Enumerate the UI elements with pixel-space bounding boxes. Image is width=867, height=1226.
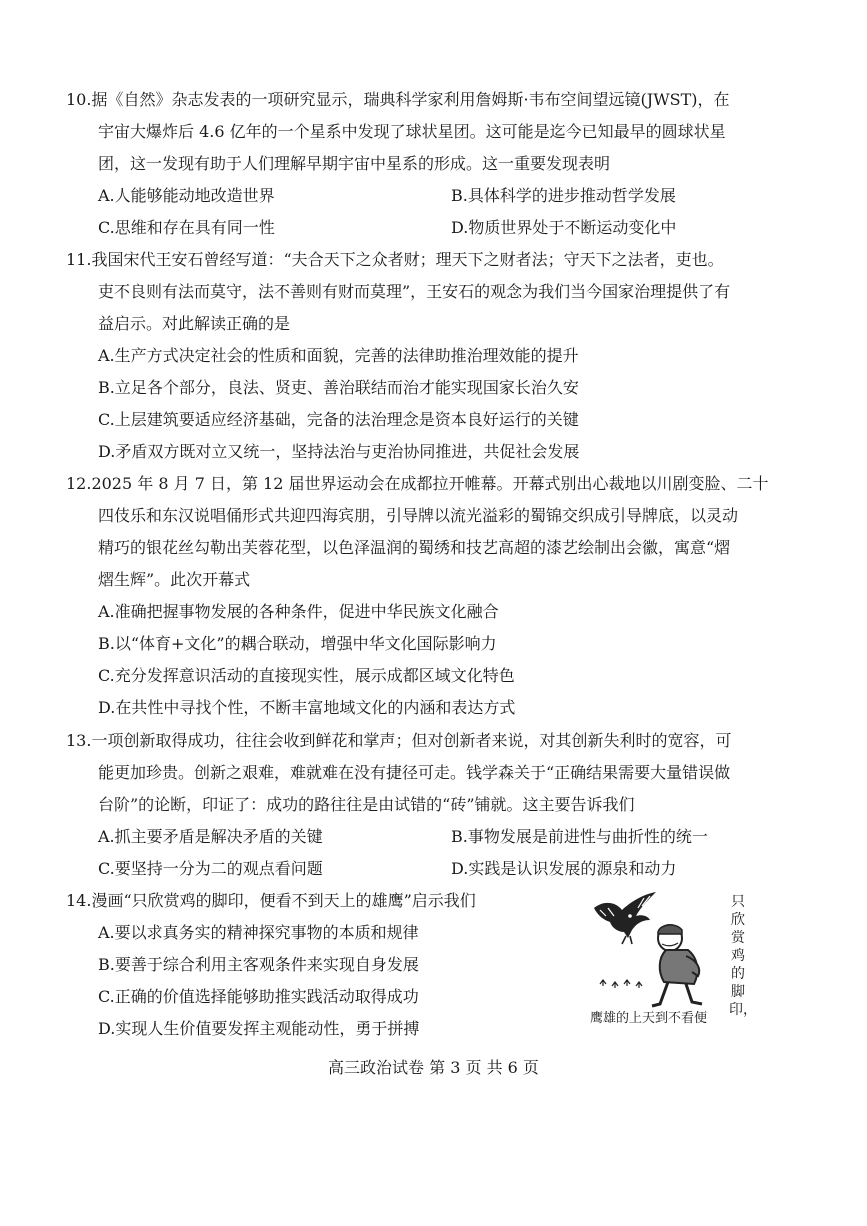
- question-14-option-a: A.要以求真务实的精神探究事物的本质和规律: [98, 923, 419, 942]
- page-footer: 高三政治试卷 第 3 页 共 6 页: [328, 1058, 539, 1077]
- question-13-text-line-3: 台阶”的论断，印证了：成功的路往往是由试错的“砖”铺就。这主要告诉我们: [98, 795, 635, 814]
- question-11-option-c: C.上层建筑要适应经济基础，完备的法治理念是资本良好运行的关键: [98, 410, 579, 429]
- question-10-option-b: B.具体科学的进步推动哲学发展: [451, 186, 676, 205]
- question-11-text-line-3: 益启示。对此解读正确的是: [98, 314, 291, 333]
- man-walking-icon: [652, 925, 702, 1006]
- question-12-text-line-4: 熠生辉”。此次开幕式: [98, 570, 251, 589]
- question-12-text-line-1: 12.2025 年 8 月 7 日，第 12 届世界运动会在成都拉开帷幕。开幕式别出心裁地以川剧变脸、二十: [66, 474, 769, 493]
- chicken-footprints-icon: [600, 980, 642, 988]
- question-14-option-d: D.实现人生价值要发挥主观能动性，勇于拼搏: [98, 1019, 420, 1038]
- question-13-option-b: B.事物发展是前进性与曲折性的统一: [451, 827, 708, 846]
- question-12-option-b: B.以“体育+文化”的耦合联动，增强中华文化国际影响力: [98, 634, 497, 653]
- question-10-text-line-3: 团，这一发现有助于人们理解早期宇宙中星系的形成。这一重要发现表明: [98, 154, 611, 173]
- question-13-text-line-2: 能更加珍贵。创新之艰难，难就难在没有捷径可走。钱学森关于“正确结果需要大量错误做: [98, 763, 731, 782]
- question-13-option-d: D.实践是认识发展的源泉和动力: [451, 859, 677, 878]
- question-12-text-line-3: 精巧的银花丝勾勒出芙蓉花型，以色泽温润的蜀绣和技艺高超的漆艺绘制出会徽，寓意“熠: [98, 538, 731, 557]
- question-10-text-line-2: 宇宙大爆炸后 4.6 亿年的一个星系中发现了球状星团。这可能是迄今已知最早的圆球状星: [98, 122, 726, 141]
- cartoon-vertical-caption: 只欣赏鸡的脚印，: [729, 894, 757, 1018]
- question-12-option-a: A.准确把握事物发展的各种条件，促进中华民族文化融合: [98, 602, 499, 621]
- question-13-text-line-1: 13.一项创新取得成功，往往会收到鲜花和掌声；但对创新者来说，对其创新失利时的宽容，可: [66, 731, 732, 750]
- question-11-option-b: B.立足各个部分，良法、贤吏、善治联结而治才能实现国家长治久安: [98, 378, 579, 397]
- question-12-option-d: D.在共性中寻找个性，不断丰富地域文化的内涵和表达方式: [98, 698, 516, 717]
- question-12-option-c: C.充分发挥意识活动的直接现实性，展示成都区域文化特色: [98, 666, 515, 685]
- question-13-option-c: C.要坚持一分为二的观点看问题: [98, 859, 323, 878]
- question-10-text-line-1: 10.据《自然》杂志发表的一项研究显示，瑞典科学家利用詹姆斯·韦布空间望远镜(JWST)，在: [66, 90, 730, 109]
- question-14-text-line-1: 14.漫画“只欣赏鸡的脚印，便看不到天上的雄鹰”启示我们: [66, 891, 476, 910]
- question-11-option-a: A.生产方式决定社会的性质和面貌，完善的法律助推治理效能的提升: [98, 346, 579, 365]
- question-11-text-line-1: 11.我国宋代王安石曾经写道：“夫合天下之众者财；理天下之财者法；守天下之法者，吏也。: [66, 250, 724, 269]
- cartoon-bottom-caption: 鹰雄的上天到不看便: [590, 1011, 708, 1026]
- question-10-option-d: D.物质世界处于不断运动变化中: [451, 218, 677, 237]
- question-13-option-a: A.抓主要矛盾是解决矛盾的关键: [98, 827, 323, 846]
- eagle-icon: [594, 892, 656, 944]
- question-14-option-b: B.要善于综合利用主客观条件来实现自身发展: [98, 955, 419, 974]
- question-10-option-a: A.人能够能动地改造世界: [98, 186, 275, 205]
- question-14-option-c: C.正确的价值选择能够助推实践活动取得成功: [98, 987, 419, 1006]
- question-10-option-c: C.思维和存在具有同一性: [98, 218, 275, 237]
- question-12-text-line-2: 四伎乐和东汉说唱俑形式共迎四海宾朋，引导牌以流光溢彩的蜀锦交织成引导牌底，以灵动: [98, 506, 739, 525]
- question-11-text-line-2: 吏不良则有法而莫守，法不善则有财而莫理”，王安石的观念为我们当今国家治理提供了有: [98, 282, 731, 301]
- question-11-option-d: D.矛盾双方既对立又统一，坚持法治与吏治协同推进，共促社会发展: [98, 442, 580, 461]
